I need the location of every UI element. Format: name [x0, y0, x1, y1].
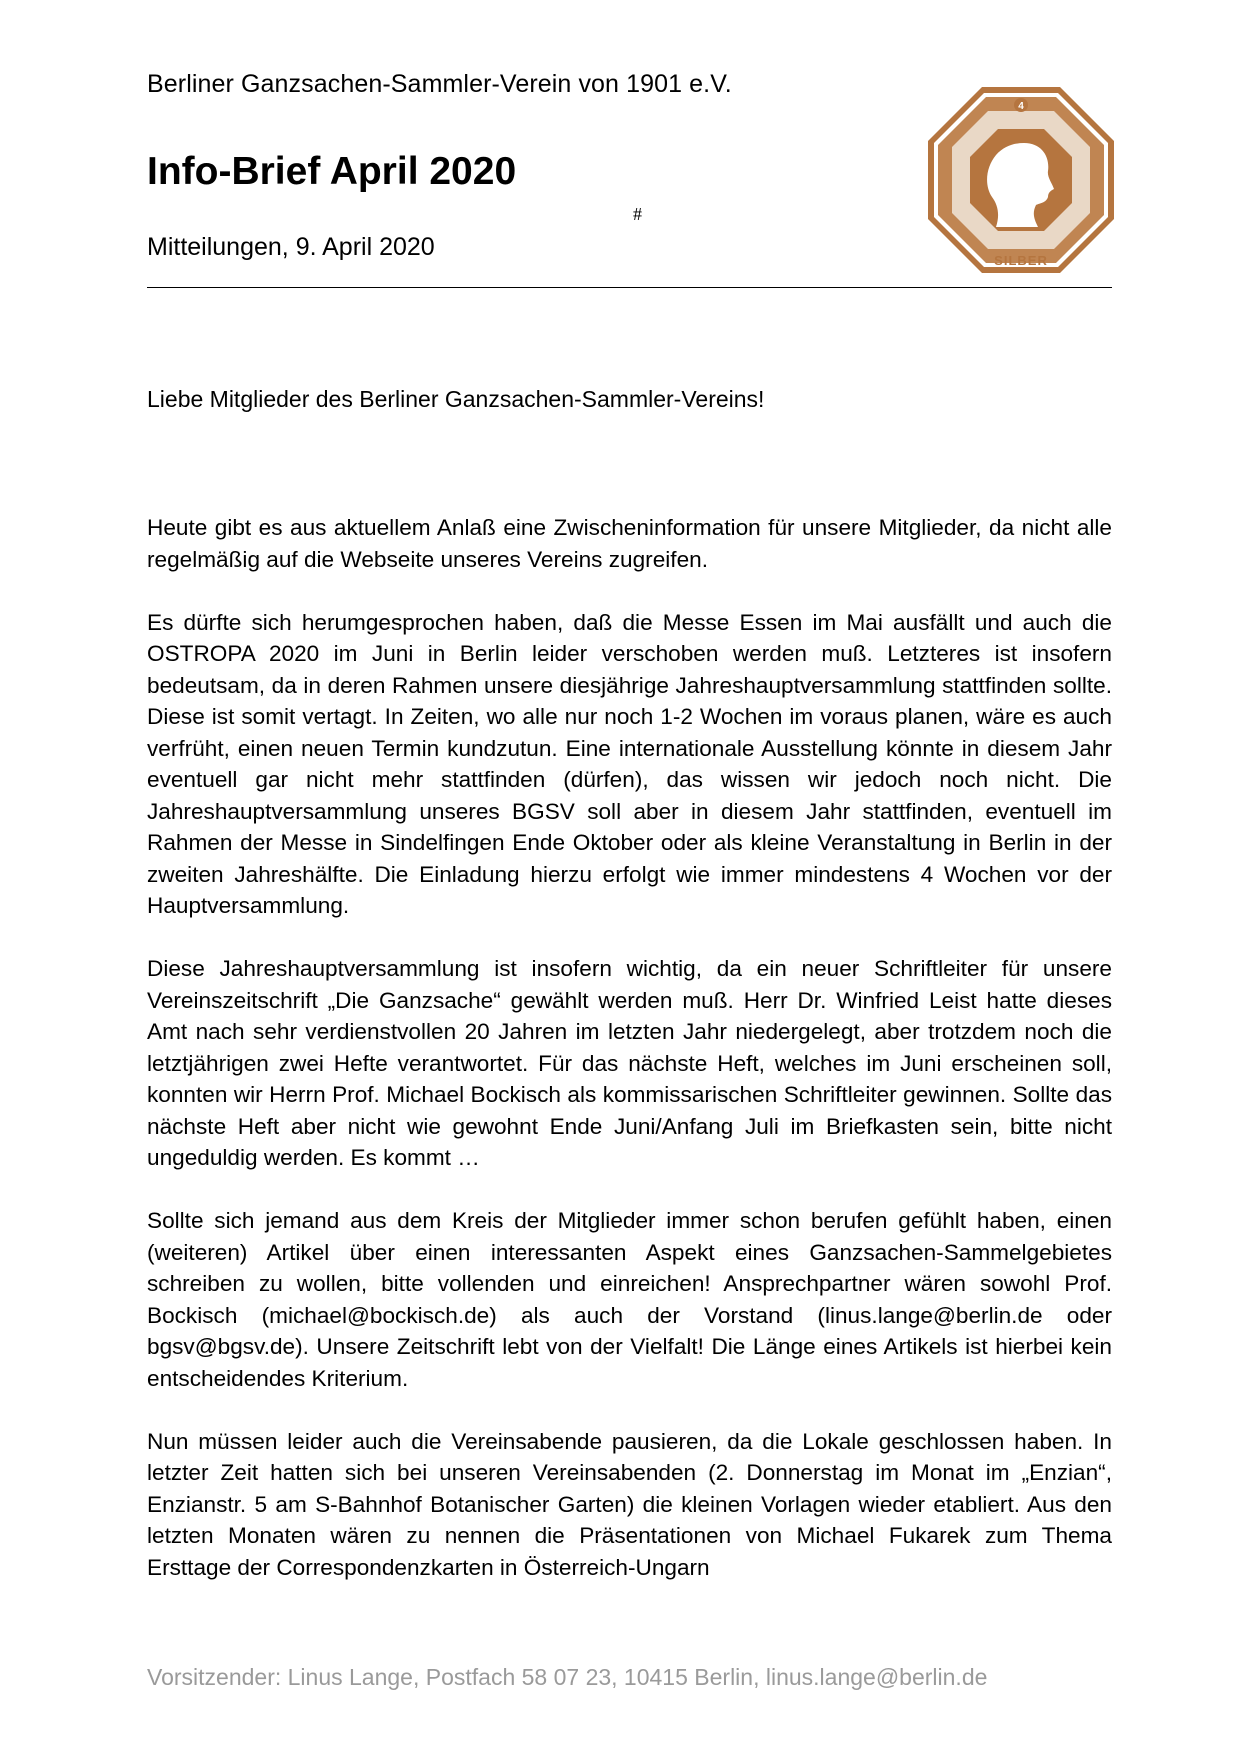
stray-hash-mark: # [633, 204, 642, 224]
page-title: Info-Brief April 2020 [147, 150, 517, 193]
svg-text:4: 4 [1018, 101, 1024, 112]
paragraph: Es dürfte sich herumgesprochen haben, daß die Messe Essen im Mai ausfällt und auch die OSTROPA 2020 im Juni in Berlin leider verschoben werden muß. Letzteres ist insofern bedeutsam, da in deren Rahmen unsere diesjährige Jahreshauptversammlung stattfinden sollte. Diese ist somit vertagt. In Zeiten, wo alle nur noch 1-2 Wochen im voraus planen, wäre es auch verfrüht, einen neuen Termin kundzutun. Eine internationale Ausstellung könnte in diesem Jahr eventuell gar nicht mehr stattfinden (dürfen), das wissen wir jedoch noch nicht. Die Jahreshauptversammlung unseres BGSV soll aber in diesem Jahr stattfinden, eventuell im Rahmen der Messe in Sindelfingen Ende Oktober oder als kleine Veranstaltung in Berlin in der zweiten Jahreshälfte. Die Einladung hierzu erfolgt wie immer mindestens 4 Wochen vor der Hauptversammlung. [147, 609, 1112, 918]
subtitle-date: Mitteilungen, 9. April 2020 [147, 233, 435, 261]
greeting: Liebe Mitglieder des Berliner Ganzsachen-Sammler-Vereins! [147, 386, 765, 412]
footer-contact: Vorsitzender: Linus Lange, Postfach 58 07 23, 10415 Berlin, linus.lange@berlin.de [147, 1664, 988, 1690]
svg-text:SILBER: SILBER [994, 253, 1048, 268]
paragraph: Nun müssen leider auch die Vereinsabende pausieren, da die Lokale geschlossen haben. In letzter Zeit hatten sich bei unseren Vereinsabenden (2. Donnerstag im Monat im „Enzian“, Enzianstr. 5 am S-Bahnhof Botanischer Garten) die kleinen Vorlagen wieder etabliert. Aus den letzten Monaten wären zu nennen die Präsentationen von Michael Fukarek zum Thema Ersttage der Correspondenzkarten in Österreich-Ungarn [147, 1428, 1112, 1580]
paragraph: Heute gibt es aus aktuellem Anlaß eine Zwischeninformation für unsere Mitglieder, da nicht alle regelmäßig auf die Webseite unseres Vereins zugreifen. [147, 515, 1112, 572]
paragraph: Diese Jahreshauptversammlung ist insofern wichtig, da ein neuer Schriftleiter für unsere Vereinszeitschrift „Die Ganzsache“ gewählt werden muß. Herr Dr. Winfried Leist hatte dieses Amt nach sehr verdienstvollen 20 Jahren im letzten Jahr niedergelegt, aber trotzdem noch die letztjährigen zwei Hefte verantwortet. Für das nächste Heft, welches im Juni erscheinen soll, konnten wir Herrn Prof. Michael Bockisch als kommissarischen Schriftleiter gewinnen. Sollte das nächste Heft aber nicht wie gewohnt Ende Juni/Anfang Juli im Briefkasten sein, bitte nicht ungeduldig werden. Es kommt … [147, 956, 1112, 1170]
paragraph: Sollte sich jemand aus dem Kreis der Mitglieder immer schon berufen gefühlt haben, einen (weiteren) Artikel über einen interessanten Aspekt eines Ganzsachen-Sammelgebietes schreiben zu wollen, bitte vollenden und einreichen! Ansprechpartner wären sowohl Prof. Bockisch (michael@bockisch.de) als auch der Vorstand (linus.lange@berlin.de oder bgsv@bgsv.de). Unsere Zeitschrift lebt von der Vielfalt! Die Länge eines Artikels ist hierbei kein entscheidendes Kriterium. [147, 1208, 1112, 1391]
stamp-portrait-icon [926, 85, 1116, 275]
letterhead-organization: Berliner Ganzsachen-Sammler-Verein von 1901 e.V. [147, 70, 732, 98]
letter-body [147, 512, 1112, 1615]
header-separator [147, 287, 1112, 288]
